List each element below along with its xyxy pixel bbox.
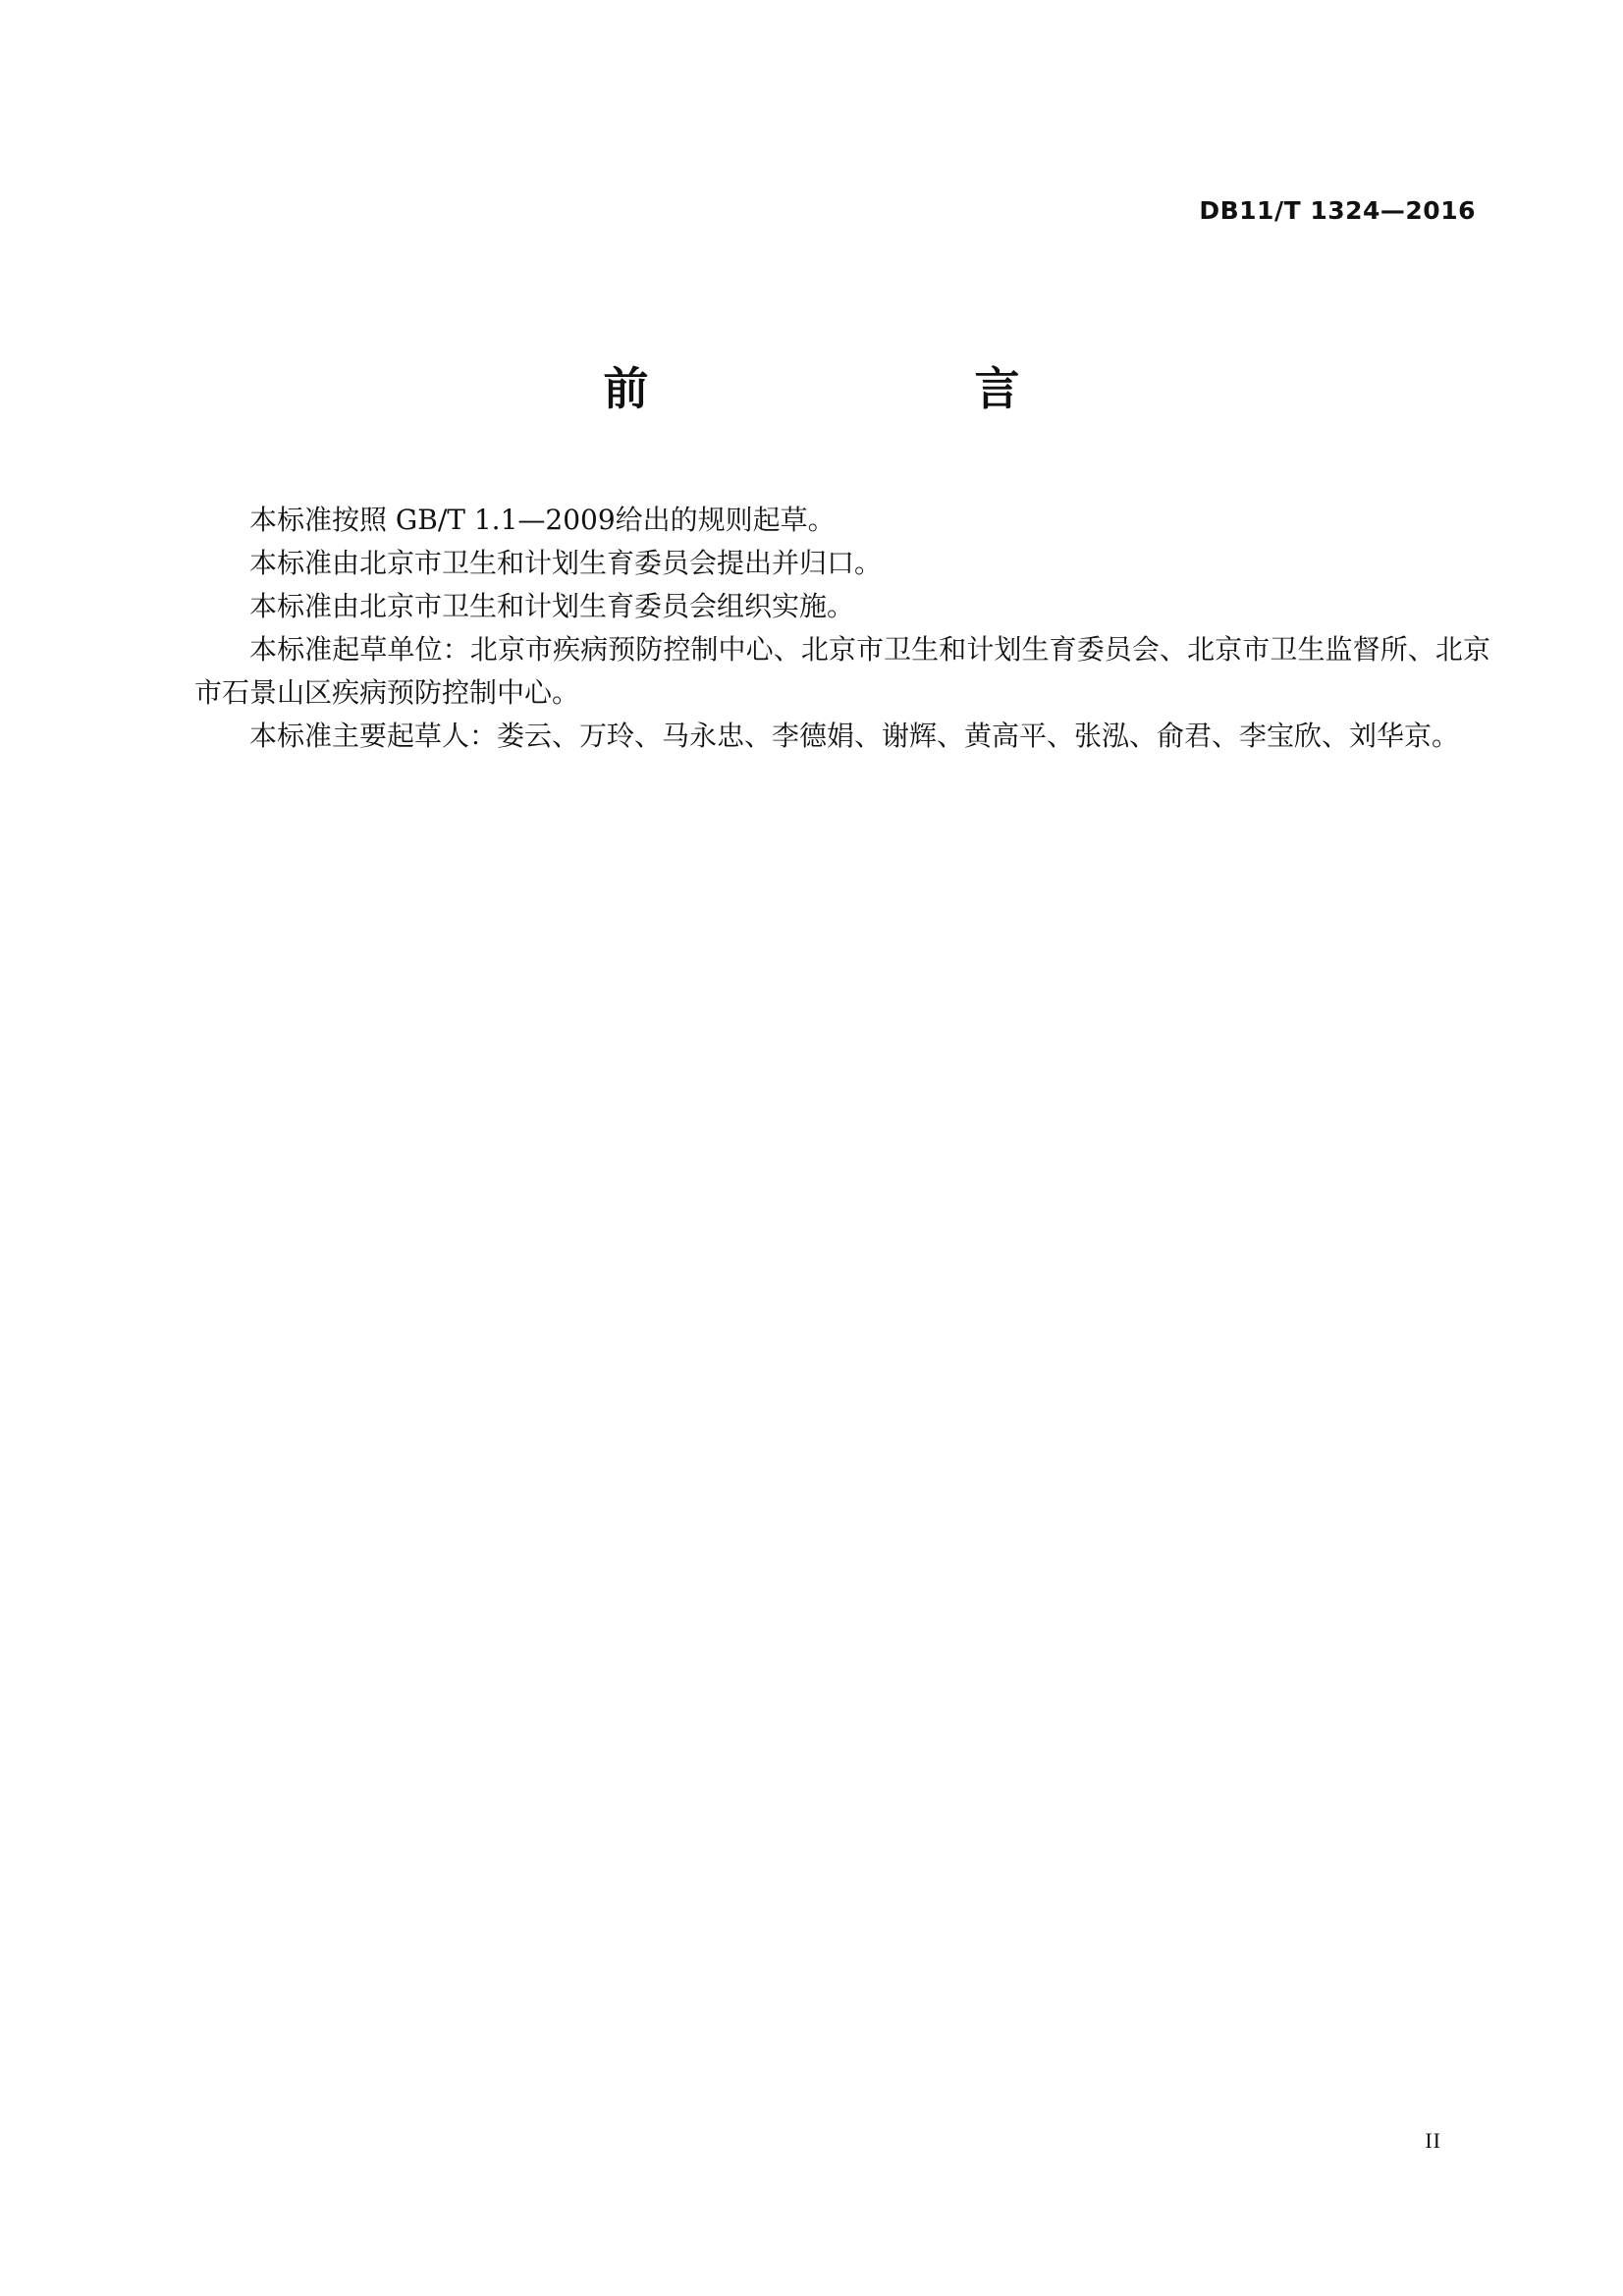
page-title: 前 言	[603, 362, 1099, 415]
paragraph-implemented-by: 本标准由北京市卫生和计划生育委员会组织实施。	[249, 590, 855, 622]
foreword-body	[194, 499, 1490, 758]
paragraph-drafting-rules: 本标准按照 GB/T 1.1—2009给出的规则起草。	[249, 504, 836, 536]
standard-code: DB11/T 1324—2016	[1199, 196, 1476, 225]
paragraph-drafting-units: 本标准起草单位：北京市疾病预防控制中心、北京市卫生和计划生育委员会、北京市卫生监督所、北京市石景山区疾病预防控制中心。	[194, 633, 1490, 709]
paragraph-main-drafters: 本标准主要起草人：娄云、万玲、马永忠、李德娟、谢辉、黄高平、张泓、俞君、李宝欣、刘华京。	[249, 720, 1460, 752]
paragraph-proposed-by: 本标准由北京市卫生和计划生育委员会提出并归口。	[249, 547, 883, 579]
page-number: II	[1425, 2128, 1441, 2153]
